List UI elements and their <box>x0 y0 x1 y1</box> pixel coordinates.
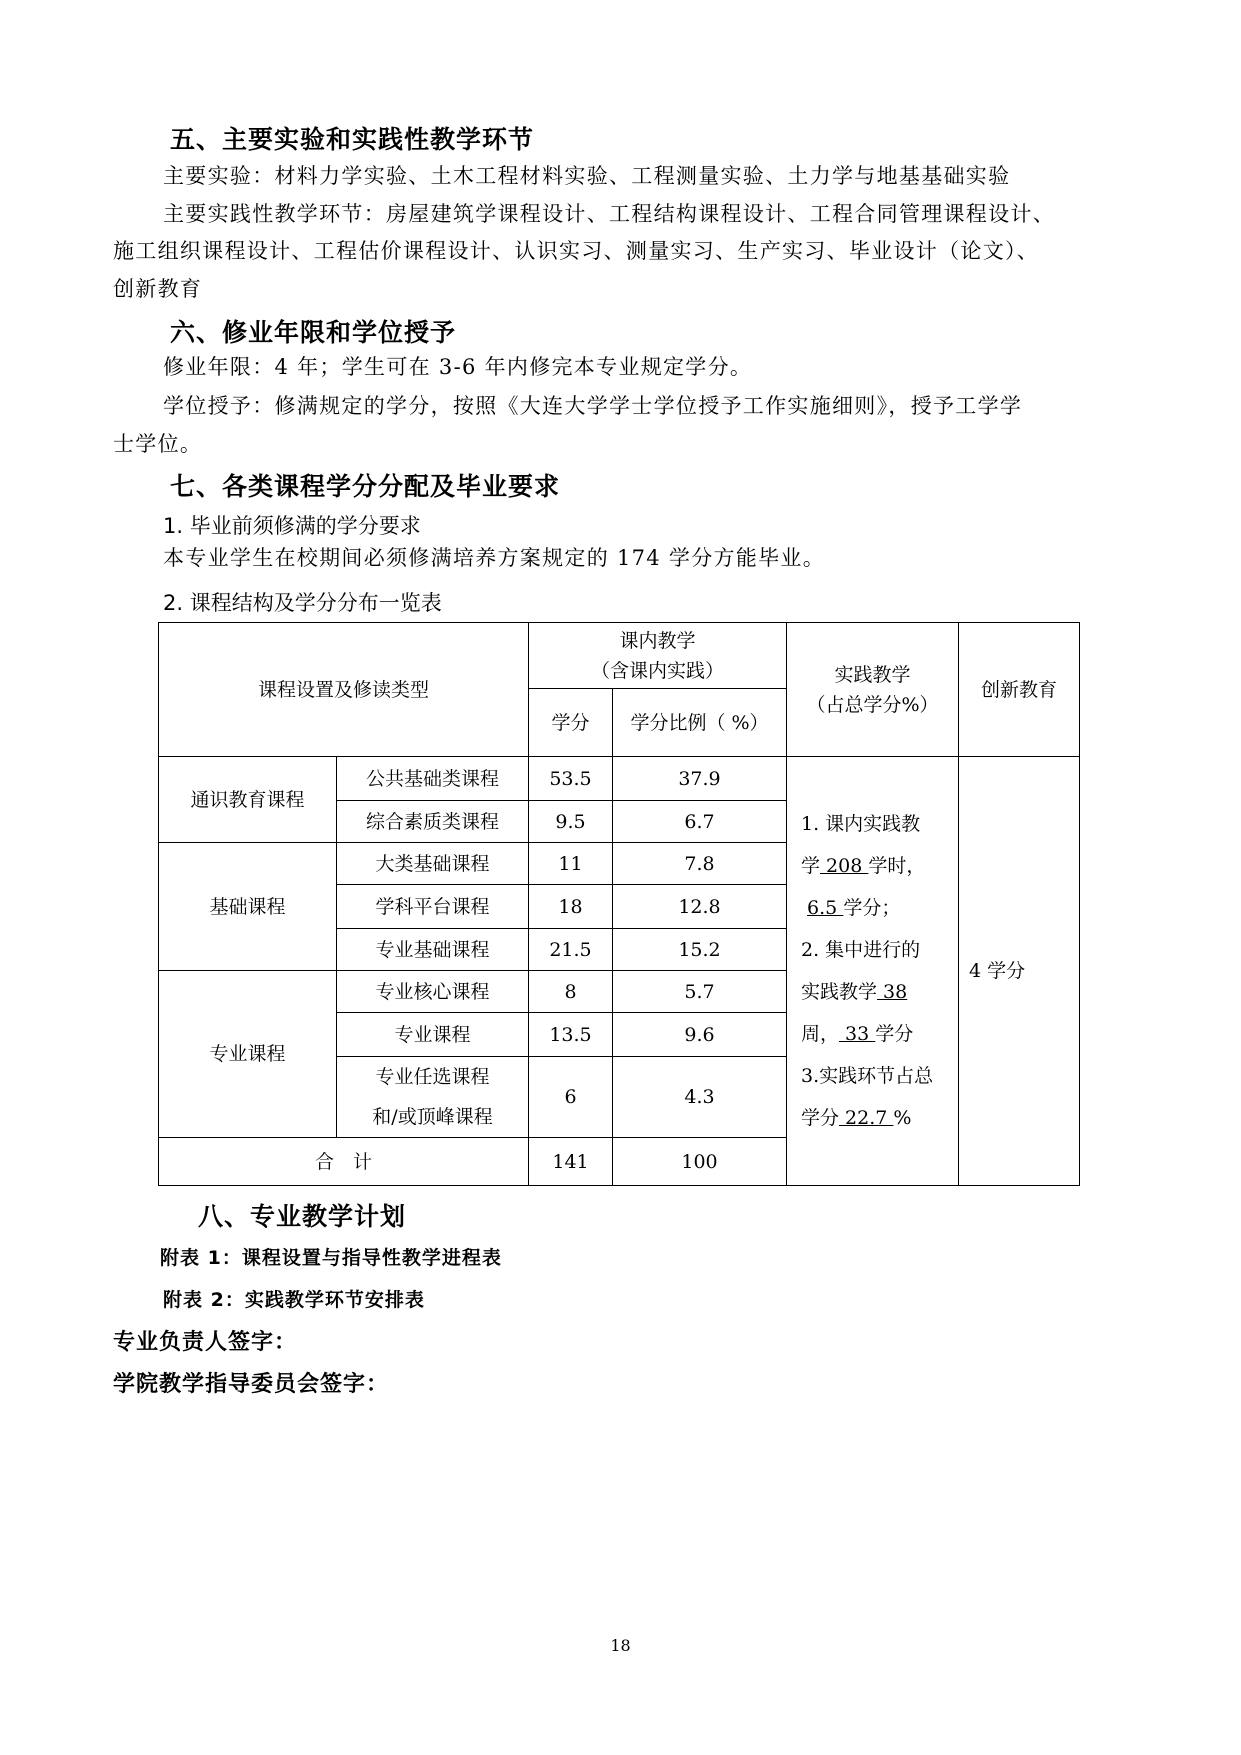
s7-subtitle-1: 1. 毕业前须修满的学分要求 <box>163 514 421 538</box>
total-ratio: 100 <box>613 1138 787 1186</box>
header-in-class: 课内教学 （含课内实践） <box>529 623 787 689</box>
table-row: 专业课程 专业核心课程 8 5.7 <box>159 971 1080 1013</box>
table-row: 基础课程 大类基础课程 11 7.8 <box>159 843 1080 885</box>
signature-major-head: 专业负责人签字： <box>113 1330 298 1355</box>
s5-practice-line3: 创新教育 <box>113 277 203 301</box>
table-row: 专业基础课程 21.5 15.2 <box>159 929 1080 971</box>
practice-cell: 1. 课内实践教 学 208 学时， 6.5 学分； 2. 集中进行的 实践教学 38 周， 33 学分 3.实践环节占总 学分 22.7 % <box>787 757 959 1186</box>
innovation-value: 4 学分 <box>959 757 1080 1186</box>
s6-degree-line2: 士学位。 <box>113 432 203 456</box>
appendix-1: 附表 1：课程设置与指导性教学进程表 <box>160 1247 502 1269</box>
group-basic: 基础课程 <box>159 843 337 971</box>
header-practice: 实践教学 （占总学分%） <box>787 623 959 757</box>
section-6-title: 六、修业年限和学位授予 <box>170 318 457 347</box>
table-row: 通识教育课程 公共基础类课程 53.5 37.9 1. 课内实践教 学 208 学时， 6.5 学分； 2. 集中进行的 实践教学 38 周， 33 学分 3.实践环节占总 学分 22.7 % 4 学分 <box>159 757 1080 801</box>
s5-experiments: 主要实验：材料力学实验、土木工程材料实验、工程测量实验、土力学与地基基础实验 <box>163 164 1011 188</box>
header-innovation: 创新教育 <box>959 623 1080 757</box>
table-row: 专业课程 13.5 9.6 <box>159 1013 1080 1057</box>
credit-distribution-table <box>158 622 1080 1186</box>
table-row: 专业任选课程 和/或顶峰课程 6 4.3 <box>159 1057 1080 1138</box>
header-course-type: 课程设置及修读类型 <box>159 623 529 757</box>
s5-practice-line1: 主要实践性教学环节：房屋建筑学课程设计、工程结构课程设计、工程合同管理课程设计、 <box>163 202 1055 226</box>
s5-practice-line2: 施工组织课程设计、工程估价课程设计、认识实习、测量实习、生产实习、毕业设计（论文）、 <box>113 239 1040 263</box>
header-credit: 学分 <box>529 689 613 757</box>
group-major: 专业课程 <box>159 971 337 1138</box>
total-label: 合 计 <box>159 1138 529 1186</box>
s7-subtitle-2: 2. 课程结构及学分分布一览表 <box>163 591 442 615</box>
table-row: 综合素质类课程 9.5 6.7 <box>159 801 1080 843</box>
page-number: 18 <box>610 1636 631 1655</box>
header-ratio: 学分比例（ %） <box>613 689 787 757</box>
s7-credit-requirement: 本专业学生在校期间必须修满培养方案规定的 174 学分方能毕业。 <box>163 546 826 570</box>
section-8-title: 八、专业教学计划 <box>198 1202 407 1231</box>
group-general: 通识教育课程 <box>159 757 337 843</box>
signature-committee: 学院教学指导委员会签字： <box>113 1372 390 1397</box>
section-5-title: 五、主要实验和实践性教学环节 <box>170 125 535 154</box>
s6-duration: 修业年限：4 年；学生可在 3-6 年内修完本专业规定学分。 <box>163 355 753 379</box>
section-7-title: 七、各类课程学分分配及毕业要求 <box>170 472 561 501</box>
s6-degree-line1: 学位授予：修满规定的学分，按照《大连大学学士学位授予工作实施细则》，授予工学学 <box>163 394 1023 418</box>
appendix-2: 附表 2：实践教学环节安排表 <box>163 1289 425 1311</box>
total-credit: 141 <box>529 1138 613 1186</box>
table-row: 学科平台课程 18 12.8 <box>159 885 1080 929</box>
